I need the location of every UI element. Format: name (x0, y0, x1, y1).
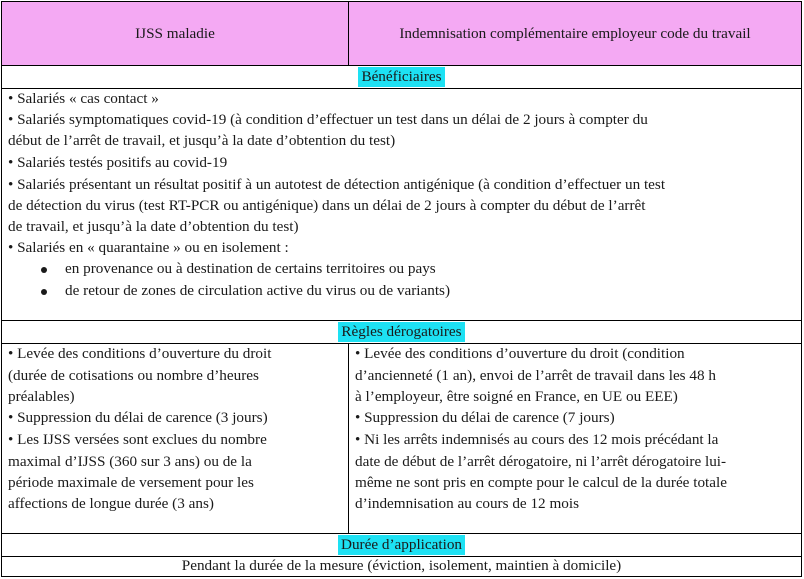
duree-title: Durée d’application (338, 535, 465, 555)
left-ijss-l1: • Les IJSS versées sont exclues du nombre (8, 431, 267, 448)
right-levee-l1: • Levée des conditions d’ouverture du droit (condition (355, 345, 685, 362)
left-ijss-l4: affections de longue durée (3 ans) (8, 495, 214, 512)
right-levee-l2: d’ancienneté (1 an), envoi de l’arrêt de travail dans les 48 h (355, 367, 716, 384)
header-indemnisation-employeur (349, 2, 801, 65)
duree-text: Pendant la durée de la mesure (éviction, isolement, maintien à domicile) (181, 557, 622, 574)
header-ijss-maladie (2, 2, 349, 65)
quarantaine-retour: de retour de zones de circulation active du virus ou de variants) (65, 282, 451, 299)
beneficiaire-cas-contact: • Salariés « cas contact » (8, 90, 159, 107)
left-levee-l1: • Levée des conditions d’ouverture du droit (8, 345, 272, 362)
regles-title: Règles dérogatoires (338, 322, 464, 342)
beneficiaire-symptomatiques-l2: début de l’arrêt de travail, et jusqu’à la date d’obtention du test) (8, 132, 396, 149)
bullet-dot (41, 289, 47, 295)
right-arrets-l4: d’indemnisation au cours de 12 mois (355, 495, 579, 512)
duree-row (2, 556, 801, 576)
header-col2-label: Indemnisation complémentaire employeur code du travail (399, 24, 751, 42)
section-title-duree (2, 534, 801, 556)
right-arrets-l1: • Ni les arrêts indemnisés au cours des 12 mois précédant la (355, 431, 719, 448)
left-ijss-l3: période maximale de versement pour les (8, 474, 254, 491)
left-carence: • Suppression du délai de carence (3 jours) (8, 409, 268, 426)
comparison-table (1, 1, 802, 577)
header-col1-label: IJSS maladie (135, 24, 215, 42)
left-levee-l3: préalables) (8, 388, 75, 405)
table-header-row (2, 2, 801, 66)
left-ijss-l2: maximal d’IJSS (360 sur 3 ans) ou de la (8, 453, 252, 470)
right-levee-l3: à l’employeur, être soigné en France, en UE ou EEE) (355, 388, 678, 405)
beneficiaire-autotest-l2: de détection du virus (test RT-PCR ou antigénique) dans un délai de 2 jours à compter du début de l’arrêt (8, 197, 646, 214)
section-title-beneficiaires (2, 66, 801, 88)
beneficiaire-autotest-l1: • Salariés présentant un résultat positif à un autotest de détection antigénique (à condition d’effectuer un test (8, 176, 666, 193)
column-divider (348, 344, 349, 533)
right-arrets-l2: date de début de l’arrêt dérogatoire, ni l’arrêt dérogatoire lui- (355, 453, 727, 470)
section-title-regles (2, 321, 801, 343)
beneficiaire-autotest-l3: de travail, et jusqu’à la date d’obtention du test) (8, 218, 299, 235)
beneficiaire-symptomatiques-l1: • Salariés symptomatiques covid-19 (à condition d’effectuer un test dans un délai de 2 jours à compter du (8, 111, 648, 128)
left-levee-l2: (durée de cotisations ou nombre d’heures (8, 367, 259, 384)
beneficiaire-quarantaine: • Salariés en « quarantaine » ou en isolement : (8, 239, 289, 256)
right-arrets-l3: même ne sont pris en compte pour le calcul de la durée totale (355, 474, 727, 491)
right-carence: • Suppression du délai de carence (7 jours) (355, 409, 615, 426)
beneficiaires-title: Bénéficiaires (358, 67, 444, 87)
bullet-dot (41, 267, 47, 273)
beneficiaire-positifs: • Salariés testés positifs au covid-19 (8, 154, 228, 171)
quarantaine-provenance: en provenance ou à destination de certains territoires ou pays (65, 260, 436, 277)
